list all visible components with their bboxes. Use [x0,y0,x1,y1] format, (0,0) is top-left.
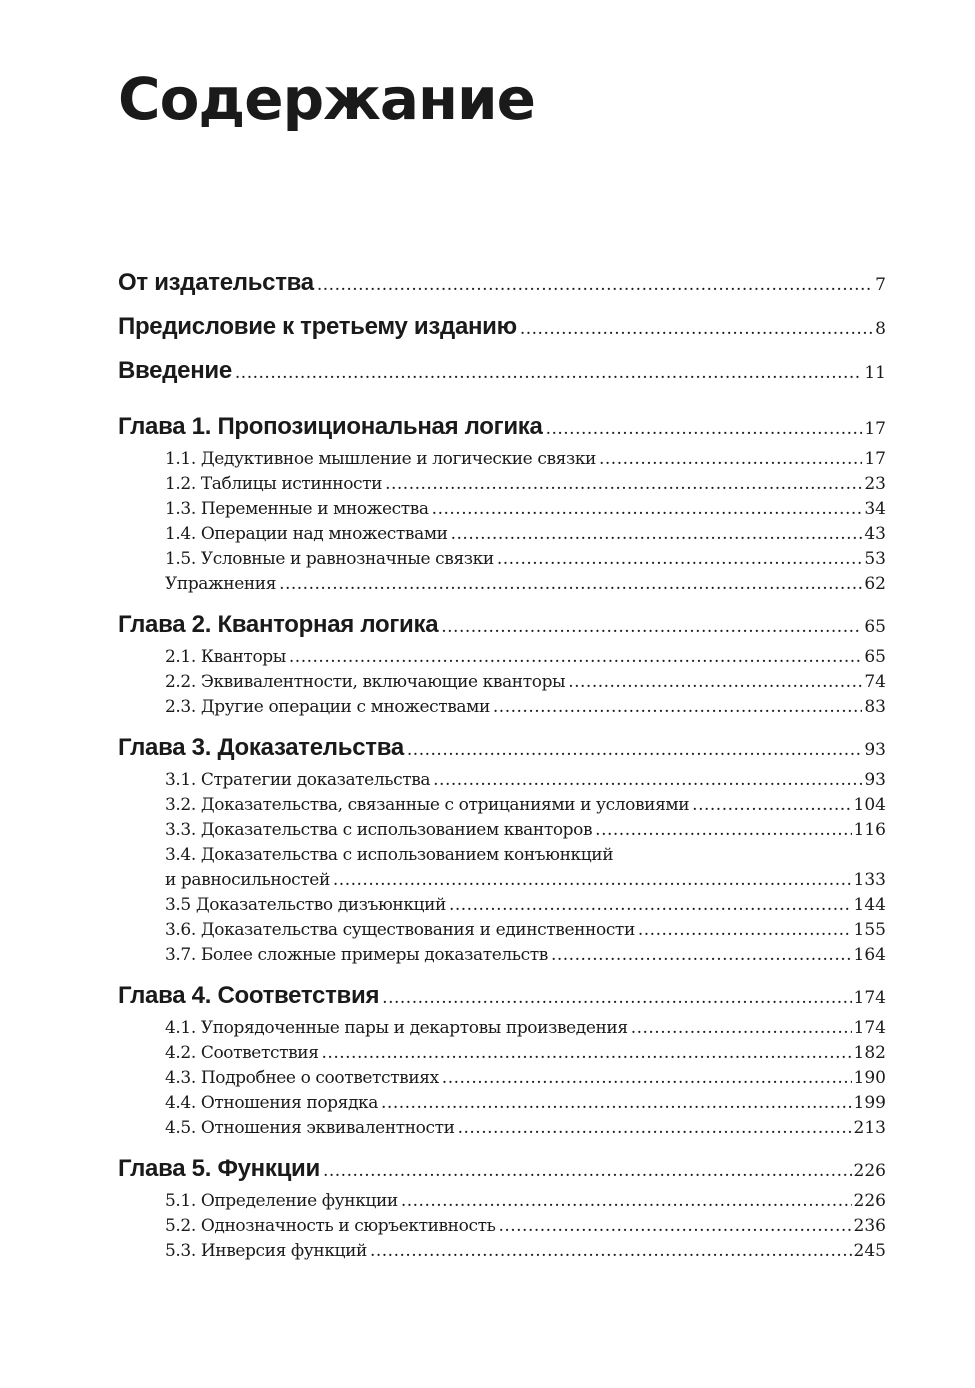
toc-section-label-continued: и равносильностей [165,870,330,890]
toc-section[interactable] [118,895,886,920]
toc-section-page: 174 [853,1018,886,1038]
toc-section-label: 3.3. Доказательства с использованием кванторов [165,820,593,840]
toc-section-label: 4.2. Соответствия [165,1043,319,1063]
toc-section[interactable] [118,549,886,574]
toc-chapter-page: 226 [853,1161,886,1181]
toc-section-page: 133 [853,870,886,890]
toc-section-label: 4.1. Упорядоченные пары и декартовы произведения [165,1018,628,1038]
toc-section-page: 226 [853,1191,886,1211]
leader-dots [449,895,852,915]
toc-section-label: 4.5. Отношения эквивалентности [165,1118,455,1138]
leader-dots [401,1191,852,1211]
toc-section-label: 1.1. Дедуктивное мышление и логические связки [165,449,596,469]
toc-section-label: 5.1. Определение функции [165,1191,398,1211]
leader-dots [279,574,862,594]
toc-section-label: 3.6. Доказательства существования и единственности [165,920,635,940]
table-of-contents [118,269,886,1266]
leader-dots [317,275,873,295]
toc-section-page: 116 [853,820,886,840]
leader-dots [498,1216,851,1236]
leader-dots [638,920,852,940]
toc-section-page: 43 [864,524,886,544]
toc-section-label: 2.3. Другие операции с множествами [165,697,490,717]
leader-dots [381,1093,852,1113]
toc-section-label: 3.7. Более сложные примеры доказательств [165,945,548,965]
toc-section-page: 104 [853,795,886,815]
toc-section[interactable] [118,574,886,599]
leader-dots [385,474,862,494]
toc-section[interactable] [118,647,886,672]
toc-section-page: 83 [864,697,886,717]
toc-section[interactable] [118,820,886,845]
toc-entry-page: 8 [875,319,886,339]
toc-chapter-page: 174 [853,988,886,1008]
toc-entry-page: 11 [864,363,886,383]
leader-dots [568,672,862,692]
toc-section[interactable] [118,1191,886,1216]
toc-entry-label: Предисловие к третьему изданию [118,313,517,340]
toc-section-line1[interactable] [118,845,886,870]
toc-section-label: 4.3. Подробнее о соответствиях [165,1068,439,1088]
toc-section[interactable] [118,1068,886,1093]
toc-section-page: 190 [853,1068,886,1088]
leader-dots [432,499,863,519]
toc-section[interactable] [118,1241,886,1266]
toc-section-page: 17 [864,449,886,469]
toc-section-page: 62 [864,574,886,594]
leader-dots [493,697,862,717]
toc-entry-page: 7 [875,275,886,295]
leader-dots [333,870,852,890]
toc-section-page: 245 [853,1241,886,1261]
leader-dots [631,1018,852,1038]
toc-section-page: 23 [864,474,886,494]
toc-entry-label: От издательства [118,269,314,296]
toc-section-label: 1.3. Переменные и множества [165,499,429,519]
toc-section-page: 144 [853,895,886,915]
leader-dots [235,363,862,383]
leader-dots [441,617,862,637]
toc-section-label: 1.2. Таблицы истинности [165,474,383,494]
leader-dots [451,524,863,544]
toc-section-page: 53 [864,549,886,569]
toc-section-label: 3.4. Доказательства с использованием конъюнкций [165,845,614,865]
toc-section[interactable] [118,920,886,945]
leader-dots [458,1118,852,1138]
toc-section[interactable] [118,524,886,549]
toc-section[interactable] [118,672,886,697]
toc-section[interactable] [118,945,886,970]
leader-dots [595,820,851,840]
page-title: Содержание [118,65,536,133]
leader-dots [692,795,851,815]
toc-section[interactable] [118,474,886,499]
leader-dots [289,647,862,667]
toc-chapter-5[interactable] [118,1155,886,1191]
toc-section-page: 213 [853,1118,886,1138]
toc-section[interactable] [118,1018,886,1043]
leader-dots [520,319,873,339]
toc-chapter-2[interactable] [118,611,886,647]
toc-chapter-3[interactable] [118,734,886,770]
toc-section-page: 65 [864,647,886,667]
toc-section-line2[interactable] [118,870,886,895]
toc-section-page: 199 [853,1093,886,1113]
toc-chapter-label: Глава 1. Пропозициональная логика [118,413,543,440]
toc-section-label: 2.1. Кванторы [165,647,286,667]
leader-dots [322,1043,852,1063]
toc-section-label: 3.5 Доказательство дизъюнкций [165,895,446,915]
toc-chapter-page: 93 [864,740,886,760]
toc-section-label: 4.4. Отношения порядка [165,1093,379,1113]
toc-section-page: 93 [864,770,886,790]
toc-section[interactable] [118,795,886,820]
toc-section[interactable] [118,499,886,524]
toc-chapter-page: 17 [864,419,886,439]
leader-dots [497,549,863,569]
leader-dots [442,1068,852,1088]
leader-dots [551,945,852,965]
toc-section[interactable] [118,1043,886,1068]
toc-entry-label: Введение [118,357,232,384]
toc-chapter-label: Глава 4. Соответствия [118,982,380,1009]
toc-entry-front-1[interactable] [118,313,886,357]
leader-dots [599,449,862,469]
toc-section[interactable] [118,697,886,722]
toc-section-label: 5.2. Однозначность и сюръективность [165,1216,496,1236]
toc-entry-front-2[interactable] [118,357,886,401]
toc-section-label: 3.1. Стратегии доказательства [165,770,431,790]
toc-chapter-label: Глава 3. Доказательства [118,734,404,761]
toc-section-label: 5.3. Инверсия функций [165,1241,367,1261]
leader-dots [370,1241,852,1261]
toc-section-page: 182 [853,1043,886,1063]
leader-dots [407,740,862,760]
toc-chapter-page: 65 [864,617,886,637]
toc-section[interactable] [118,1093,886,1118]
toc-section-page: 74 [864,672,886,692]
toc-section-page: 155 [853,920,886,940]
leader-dots [546,419,863,439]
toc-section[interactable] [118,1118,886,1143]
toc-entry-front-0[interactable] [118,269,886,313]
toc-chapter-label: Глава 5. Функции [118,1155,320,1182]
toc-chapter-4[interactable] [118,982,886,1018]
leader-dots [433,770,862,790]
toc-section-page: 236 [853,1216,886,1236]
toc-section-page: 34 [864,499,886,519]
toc-chapter-1[interactable] [118,413,886,449]
toc-section[interactable] [118,1216,886,1241]
toc-chapter-label: Глава 2. Кванторная логика [118,611,439,638]
leader-dots [382,988,851,1008]
toc-section-page: 164 [853,945,886,965]
leader-dots [323,1161,852,1181]
toc-section[interactable] [118,770,886,795]
toc-section[interactable] [118,449,886,474]
toc-section-label: 2.2. Эквивалентности, включающие кванторы [165,672,566,692]
toc-section-label: 1.4. Операции над множествами [165,524,448,544]
toc-section-label: 3.2. Доказательства, связанные с отрицаниями и условиями [165,795,690,815]
toc-section-label: Упражнения [165,574,277,594]
toc-section-label: 1.5. Условные и равнозначные связки [165,549,494,569]
